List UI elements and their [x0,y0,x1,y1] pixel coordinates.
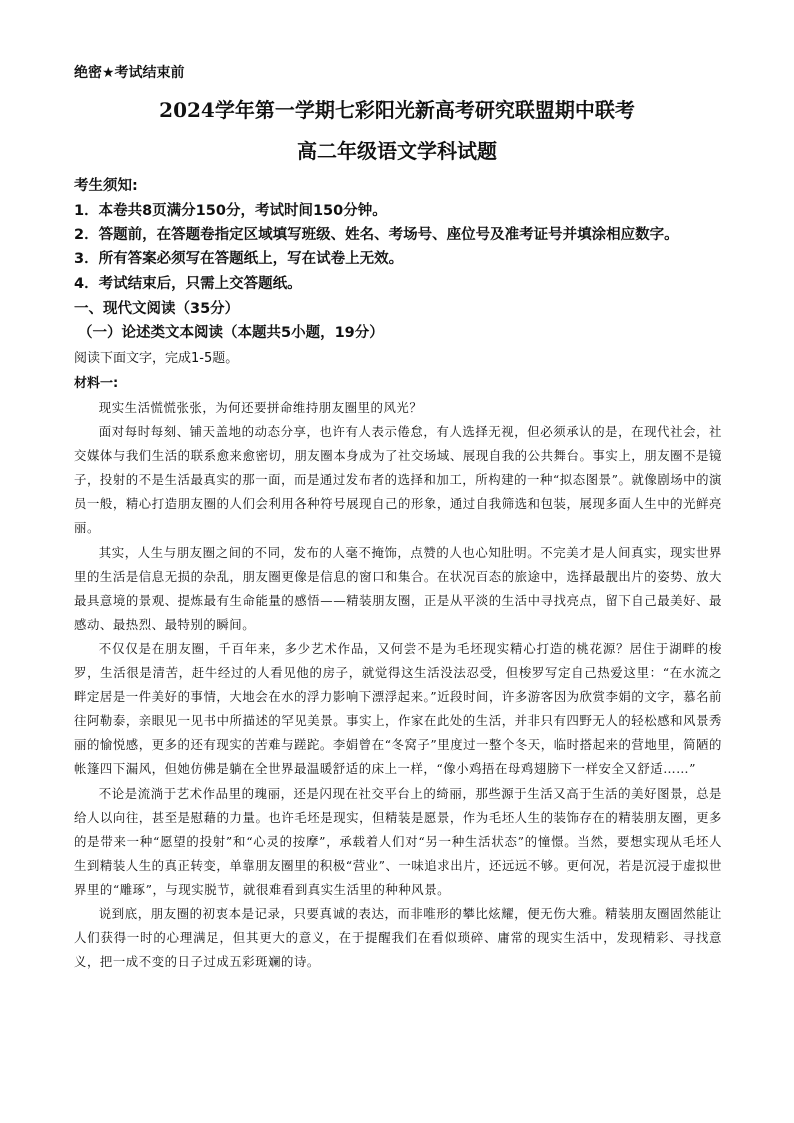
exam-subtitle: 高二年级语文学科试题 [297,139,497,163]
notice-item-1: 1．本卷共8页满分150分，考试时间150分钟。 [74,203,387,219]
article-paragraph: 面对每时每刻、铺天盖地的动态分享，也许有人表示倦怠，有人选择无视，但必须承认的是，在现代社会，社交媒体与我们生活的联系愈来愈密切，朋友圈本身成为了社交场域、展现自我的公共舞台。事实上，朋友圈不是镜子，投射的不是生活最真实的那一面，而是通过发布者的选择和加工，所构建的一种“拟态图景”。就像剧场中的演员一般，精心打造朋友圈的人们会利用各种符号展现自己的形象，通过自我筛选和包装，展现多面人生中的光鲜亮丽。 [74,424,722,536]
article-paragraph: 不仅仅是在朋友圈，千百年来，多少艺术作品，又何尝不是为毛坯现实精心打造的桃花源？居住于湖畔的梭罗，生活很是清苦，赶牛经过的人看见他的房子，就觉得这生活没法忍受，但梭罗写定自己热爱这里：“在水流之畔定居是一件美好的事情，大地会在水的浮力影响下漂浮起来。”近段时间，许多游客因为欣赏李娟的文字，慕名前往阿勒泰，亲眼见一见书中所描述的罕见美景。事实上，作家在此处的生活，并非只有四野无人的轻松感和风景秀丽的愉悦感，更多的还有现实的苦难与蹉跎。李娟曾在“冬窝子”里度过一整个冬天，临时搭起来的营地里，简陋的帐篷四下漏风，但她仿佛是躺在全世界最温暖舒适的床上一样，“像小鸡捂在母鸡翅膀下一样安全又舒适……” [74,640,722,777]
article-paragraph: 其实，人生与朋友圈之间的不同，发布的人毫不掩饰，点赞的人也心知肚明。不完美才是人间真实，现实世界里的生活是信息无损的杂乱，朋友圈更像是信息的窗口和集合。在状况百态的旅途中，选择最靓出片的姿势、放大最具意境的景观、提炼最有生命能量的感悟——精装朋友圈，正是从平淡的生活中寻找亮点，留下自己最美好、最感动、最热烈、最特别的瞬间。 [74,544,722,632]
notice-item-3: 3．所有答案必须写在答题纸上，写在试卷上无效。 [74,251,404,267]
notice-item-4: 4．考试结束后，只需上交答题纸。 [74,276,302,292]
exam-title: 2024学年第一学期七彩阳光新高考研究联盟期中联考 [159,98,635,122]
material-label: 材料一: [74,376,119,391]
article-body [74,396,722,974]
section-heading: 一、现代文阅读（35分） [74,301,240,317]
article-paragraph: 说到底，朋友圈的初衷本是记录，只要真诚的表达，而非唯形的攀比炫耀，便无伤大雅。精装朋友圈固然能让人们获得一时的心理满足，但其更大的意义，在于提醒我们在看似琐碎、庸常的现实生活中，发现精彩、寻找意义，把一成不变的日子过成五彩斑斓的诗。 [74,905,722,970]
notice-heading: 考生须知: [74,178,138,194]
confidential-mark: 绝密★考试结束前 [74,65,185,81]
article-paragraph: 不论是流淌于艺术作品里的瑰丽，还是闪现在社交平台上的绮丽，那些源于生活又高于生活的美好图景，总是给人以向往，甚至是慰藉的力量。也许毛坯是现实，但精装是愿景，作为毛坯人生的装饰存在的精装朋友圈，更多的是带来一种“愿望的投射”和“心灵的按摩”，承载着人们对“另一种生活状态”的憧憬。当然，要想实现从毛坯人生到精装人生的真正转变，单靠朋友圈里的积极“营业”、一味追求出片，还远远不够。更何况，若是沉浸于虚拟世界里的“雕琢”，与现实脱节，就很难看到真实生活里的种种风景。 [74,785,722,897]
article-paragraph: 现实生活慌慌张张，为何还要拼命维持朋友圈里的风光？ [98,400,423,415]
section-subheading: （一）论述类文本阅读（本题共5小题，19分） [78,325,384,341]
reading-instruction: 阅读下面文字，完成1-5题。 [74,351,239,366]
notice-item-2: 2．答题前，在答题卷指定区域填写班级、姓名、考场号、座位号及准考证号并填涂相应数字。 [74,227,679,243]
